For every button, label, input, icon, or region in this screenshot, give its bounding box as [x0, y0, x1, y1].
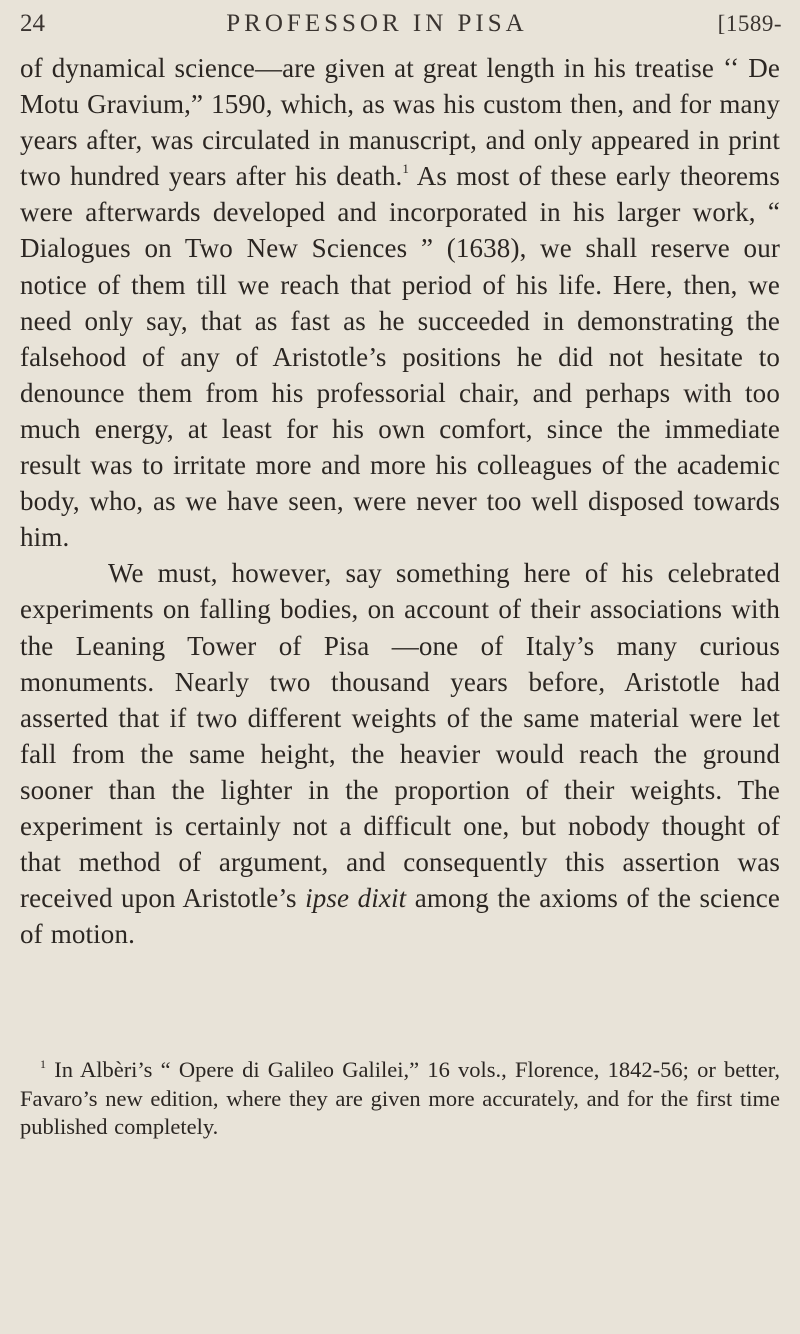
year-range: [1589-	[717, 11, 782, 36]
paragraph-2	[20, 555, 780, 952]
footnote-mark: 1	[40, 1057, 46, 1071]
paragraph-2-text-a: We must, however, say something here of his celebrated experiments on falling bodies, on account of their associations with the Leaning Tower of Pisa —one of Italy’s many curious monuments. Nearly two thousand years before, Aristotle had asserted that if two different weights of the same material were let fall from the same height, the heavier would reach the ground sooner than the lighter in the proportion of their weights. The experiment is certainly not a difficult one, but nobody thought of that method of argument, and consequently this assertion was received upon Aristotle’s	[20, 558, 780, 914]
italic-phrase: ipse dixit	[305, 883, 407, 914]
paragraph-1-text-b: As most of these early theorems were afterwards developed and incorporated in his larger work, “ Dialogues on Two New Sciences ” (1638), we shall reserve our notice of them till we reach that period of his life. Here, then, we need only say, that as fast as he succeeded in demonstrating the falsehood of any of Aristotle’s positions he did not hesitate to denounce them from his professorial chair, and perhaps with too much energy, at least for his own comfort, since the immediate result was to irritate more and more his colleagues of the academic body, who, as we have seen, were never too well disposed towards him.	[20, 161, 780, 553]
body-text	[20, 50, 780, 952]
paragraph-1	[20, 50, 780, 555]
footnote-reference: 1	[402, 161, 410, 177]
footnote-text: In Albèri’s “ Opere di Galileo Galilei,” 16 vols., Florence, 1842-56; or better, Favaro’s new edition, where they are given more accurately, and for the first time published completely.	[20, 1057, 780, 1139]
paragraph-1-text-a: of dynamical science—are given at great length in his treatise ‘‘ De Motu Gravium,” 1590, which, as was his custom then, and for many years after, was circulated in manuscript, and only appeared in print two hundred years after his death.	[20, 53, 780, 192]
paragraph-2-text-b: among the axioms of the science of motion.	[20, 883, 781, 950]
page-header	[20, 4, 782, 44]
page-number: 24	[20, 10, 45, 37]
footnote	[20, 1056, 780, 1142]
running-title: PROFESSOR IN PISA	[226, 10, 528, 37]
